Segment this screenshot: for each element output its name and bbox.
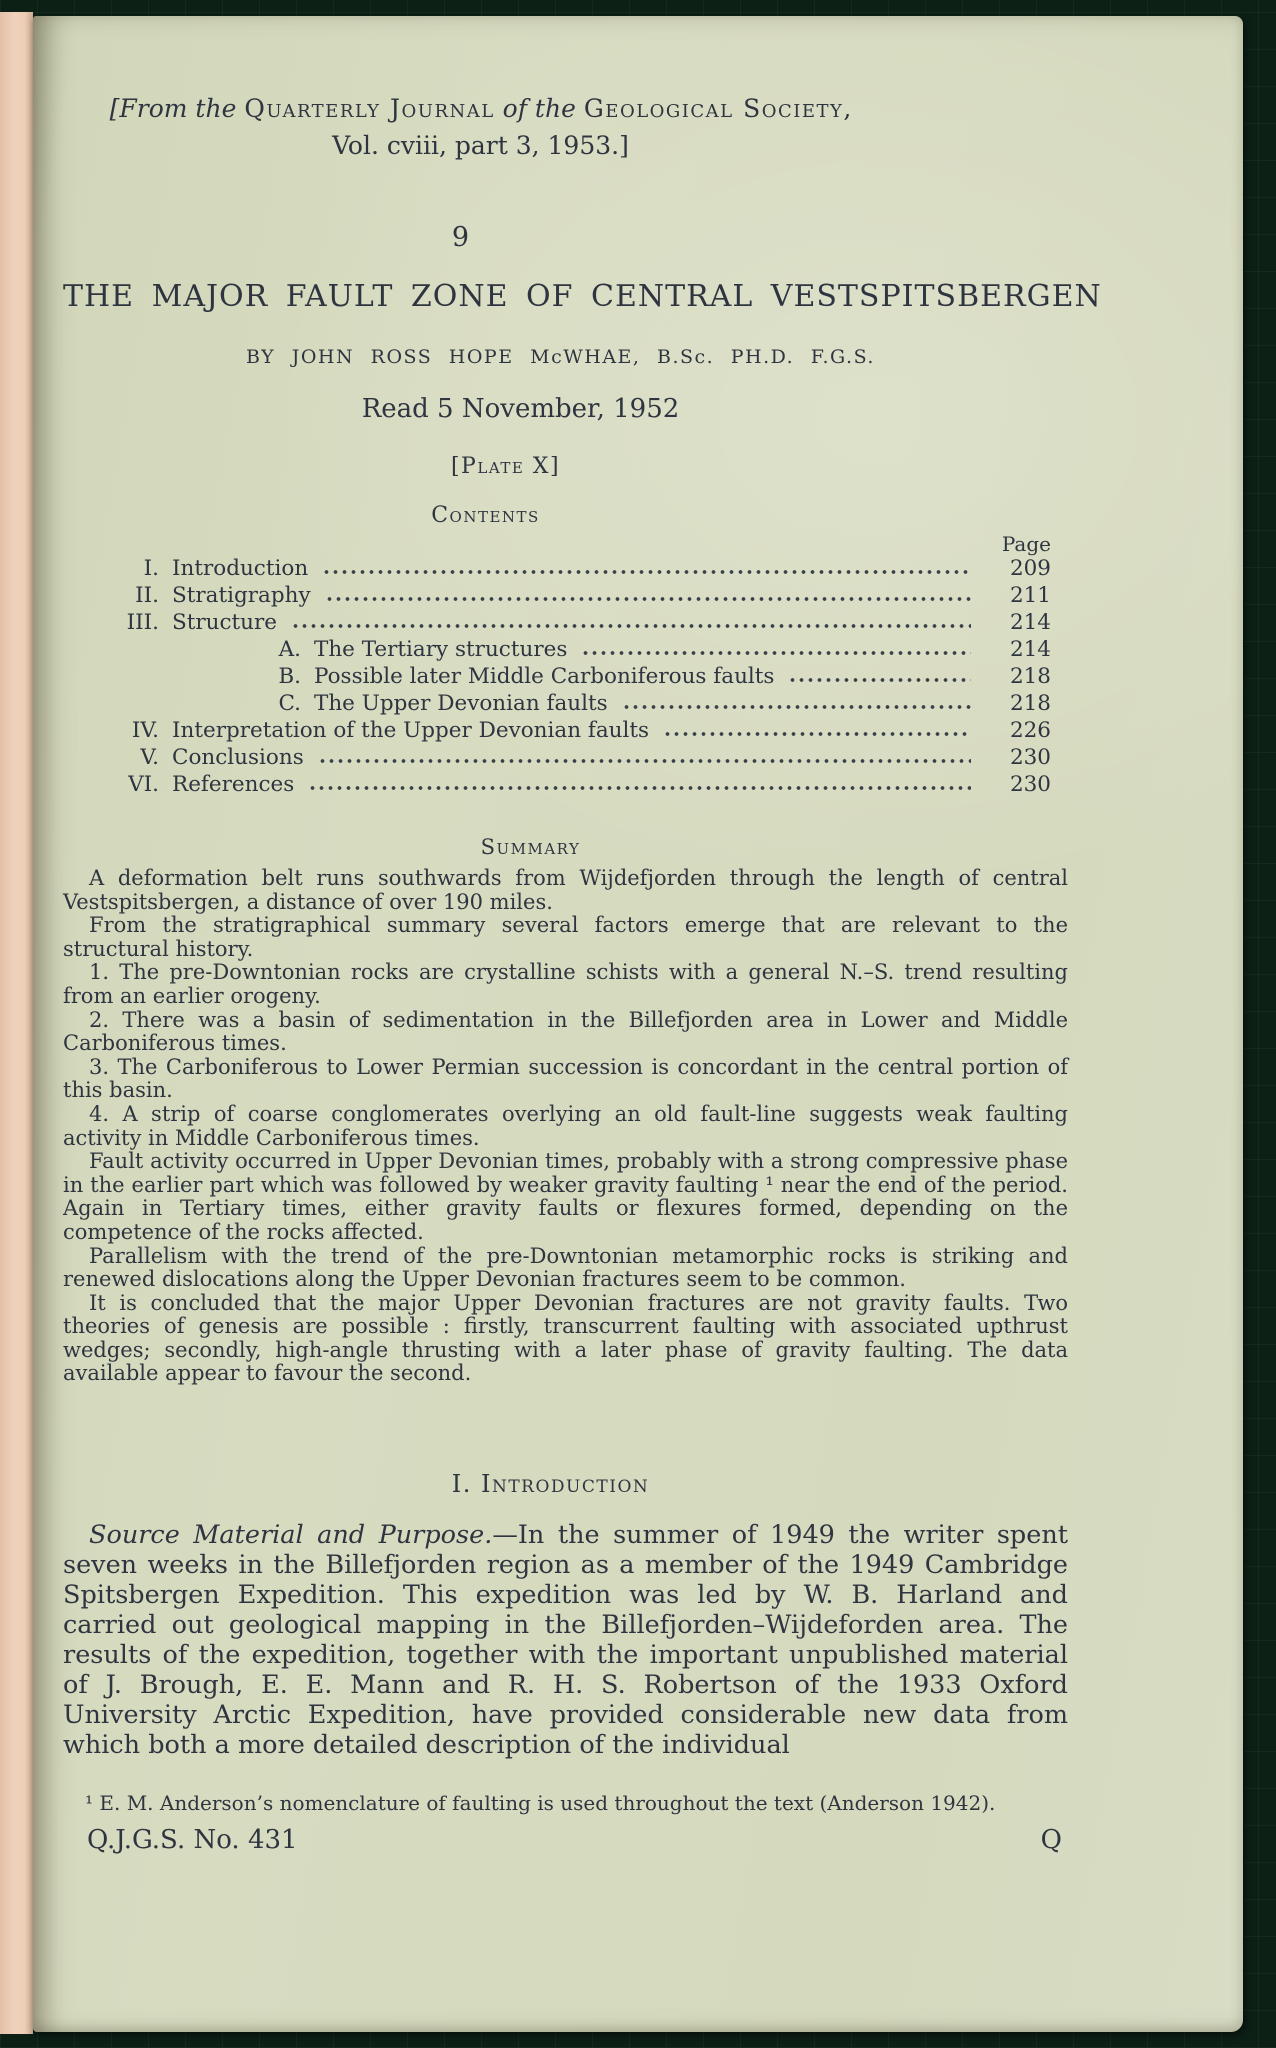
toc-row: [63, 664, 1051, 691]
summary-heading: Summary: [480, 835, 581, 859]
dot-leader: [318, 758, 971, 764]
toc-label: Structure: [172, 610, 278, 635]
summary-paragraph: Fault activity occurred in Upper Devonian times, probably with a strong compressive phase in the earlier part which was followed by weaker gravity faulting ¹ near the end of the period. Again in Tertiary times, either gravity faults or flexures formed, depending on the competence of the rocks affected.: [63, 1149, 1068, 1244]
toc-numeral: IV.: [131, 718, 159, 743]
toc-numeral: A.: [278, 637, 301, 662]
masthead-prefix: [From the: [109, 94, 237, 123]
toc-row: [63, 556, 1051, 583]
toc-page-number: 218: [1009, 664, 1051, 689]
summary-paragraph: Parallelism with the trend of the pre-Downtonian metamorphic rocks is striking and renewed dislocations along the Upper Devonian fractures seem to be common.: [63, 1243, 1068, 1292]
summary-paragraph: 2. There was a basin of sedimentation in the Billefjorden area in Lower and Middle Carboniferous times.: [63, 1007, 1068, 1056]
summary-section: [63, 867, 1068, 1386]
footnote-text: ¹ E. M. Anderson’s nomenclature of faulting is used throughout the text (Anderson 1942).: [85, 1791, 996, 1816]
toc-numeral: C.: [278, 691, 301, 716]
dot-leader: [663, 731, 971, 737]
paper-title: THE MAJOR FAULT ZONE OF CENTRAL VESTSPITSBERGEN: [63, 279, 1102, 314]
toc-label: Introduction: [172, 556, 309, 581]
read-date: Read 5 November, 1952: [361, 394, 680, 424]
summary-paragraph: It is concluded that the major Upper Devonian fractures are not gravity faults. Two theories of genesis are possible : firstly, transcurrent faulting with associated upthrust wedges; secondly, high-angle thrusting with a later phase of gravity faulting. The data available appear to favour the second.: [63, 1290, 1068, 1386]
toc-page-number: 214: [1009, 637, 1051, 662]
toc-label: Possible later Middle Carboniferous faults: [314, 664, 775, 689]
toc-numeral: B.: [278, 664, 301, 689]
toc-page-number: 214: [1009, 610, 1051, 635]
adjacent-page-edge: [0, 12, 33, 2034]
toc-page-number: 230: [1009, 745, 1051, 770]
toc-row: [63, 610, 1051, 637]
article-number: 9: [451, 222, 470, 253]
toc-numeral: V.: [140, 745, 159, 770]
introduction-section: [63, 1520, 1068, 1760]
signature-mark: Q: [1040, 1825, 1062, 1856]
toc-label: The Upper Devonian faults: [314, 691, 608, 716]
plate-reference: [Plate X]: [450, 454, 561, 479]
toc-row: [63, 745, 1051, 772]
journal-page-scan: [33, 16, 1243, 2032]
table-of-contents: [63, 532, 1051, 799]
summary-paragraph: 4. A strip of coarse conglomerates overlying an old fault-line suggests weak faulting activity in Middle Carboniferous times.: [63, 1101, 1068, 1150]
journal-masthead: [63, 90, 898, 164]
dot-leader: [322, 569, 971, 575]
summary-paragraph: From the stratigraphical summary several factors emerge that are relevant to the structural history.: [63, 913, 1068, 961]
masthead-mid: of the: [502, 94, 576, 123]
page-column-label: Page: [1001, 532, 1051, 556]
footnote-block: [63, 1790, 1015, 1817]
toc-row: [63, 583, 1051, 610]
toc-row: [63, 637, 1051, 664]
author-byline: BY JOHN ROSS HOPE McWHAE, B.Sc. PH.D. F.G.S.: [246, 346, 875, 368]
contents-heading: Contents: [431, 503, 540, 528]
toc-page-number: 218: [1009, 691, 1051, 716]
journal-name: Quarterly Journal: [244, 94, 495, 123]
dot-leader: [581, 650, 971, 656]
toc-page-number: 209: [1009, 556, 1051, 581]
toc-label: Stratigraphy: [172, 583, 311, 608]
masthead-comma: ,: [843, 94, 852, 123]
introduction-heading: I. Introduction: [451, 1470, 650, 1499]
toc-label: References: [172, 772, 295, 797]
dot-leader: [622, 704, 971, 710]
dot-leader: [308, 785, 971, 791]
toc-label: Conclusions: [172, 745, 304, 770]
paragraph-lead-italic: Source Material and Purpose.: [89, 1520, 493, 1551]
dot-leader: [291, 623, 971, 629]
society-name: Geological Society: [583, 94, 844, 123]
summary-paragraph: A deformation belt runs southwards from Wijdefjorden through the length of central Vestspitsbergen, a distance of over 190 miles.: [63, 866, 1068, 914]
toc-numeral: VI.: [128, 772, 159, 797]
toc-row: [63, 718, 1051, 745]
dot-leader: [788, 677, 971, 683]
summary-paragraph: 1. The pre-Downtonian rocks are crystalline schists with a general N.–S. trend resulting from an earlier orogeny.: [63, 960, 1068, 1008]
toc-page-number: 226: [1009, 718, 1051, 743]
toc-row: [63, 772, 1051, 799]
toc-label: The Tertiary structures: [314, 637, 568, 662]
toc-numeral: I.: [143, 556, 159, 581]
toc-page-number: 211: [1009, 583, 1051, 608]
toc-label: Interpretation of the Upper Devonian faults: [172, 718, 650, 743]
toc-row: [63, 691, 1051, 718]
summary-paragraph: 3. The Carboniferous to Lower Permian succession is concordant in the central portion of this basin.: [63, 1054, 1068, 1103]
toc-numeral: II.: [135, 583, 159, 608]
catalog-number: Q.J.G.S. No. 431: [87, 1825, 298, 1856]
toc-numeral: III.: [126, 610, 159, 635]
dot-leader: [325, 596, 971, 602]
page-footer: [63, 1825, 1068, 1855]
volume-line: Vol. cviii, part 3, 1953.]: [332, 131, 629, 160]
page-content: [63, 16, 1102, 1856]
paragraph-body: —In the summer of 1949 the writer spent seven weeks in the Billefjorden region as a member of the 1949 Cambridge Spitsbergen Expedition. This expedition was led by W. B. Harland and carried out geological mapping in the Billefjorden–Wijdeforden area. The results of the expedition, together with the important unpublished material of J. Brough, E. E. Mann and R. H. S. Robertson of the 1933 Oxford University Arctic Expedition, have provided considerable new data from which both a more detailed description of the individual: [63, 1520, 1068, 1761]
introduction-paragraph: [63, 1520, 1068, 1760]
toc-page-number: 230: [1009, 772, 1051, 797]
